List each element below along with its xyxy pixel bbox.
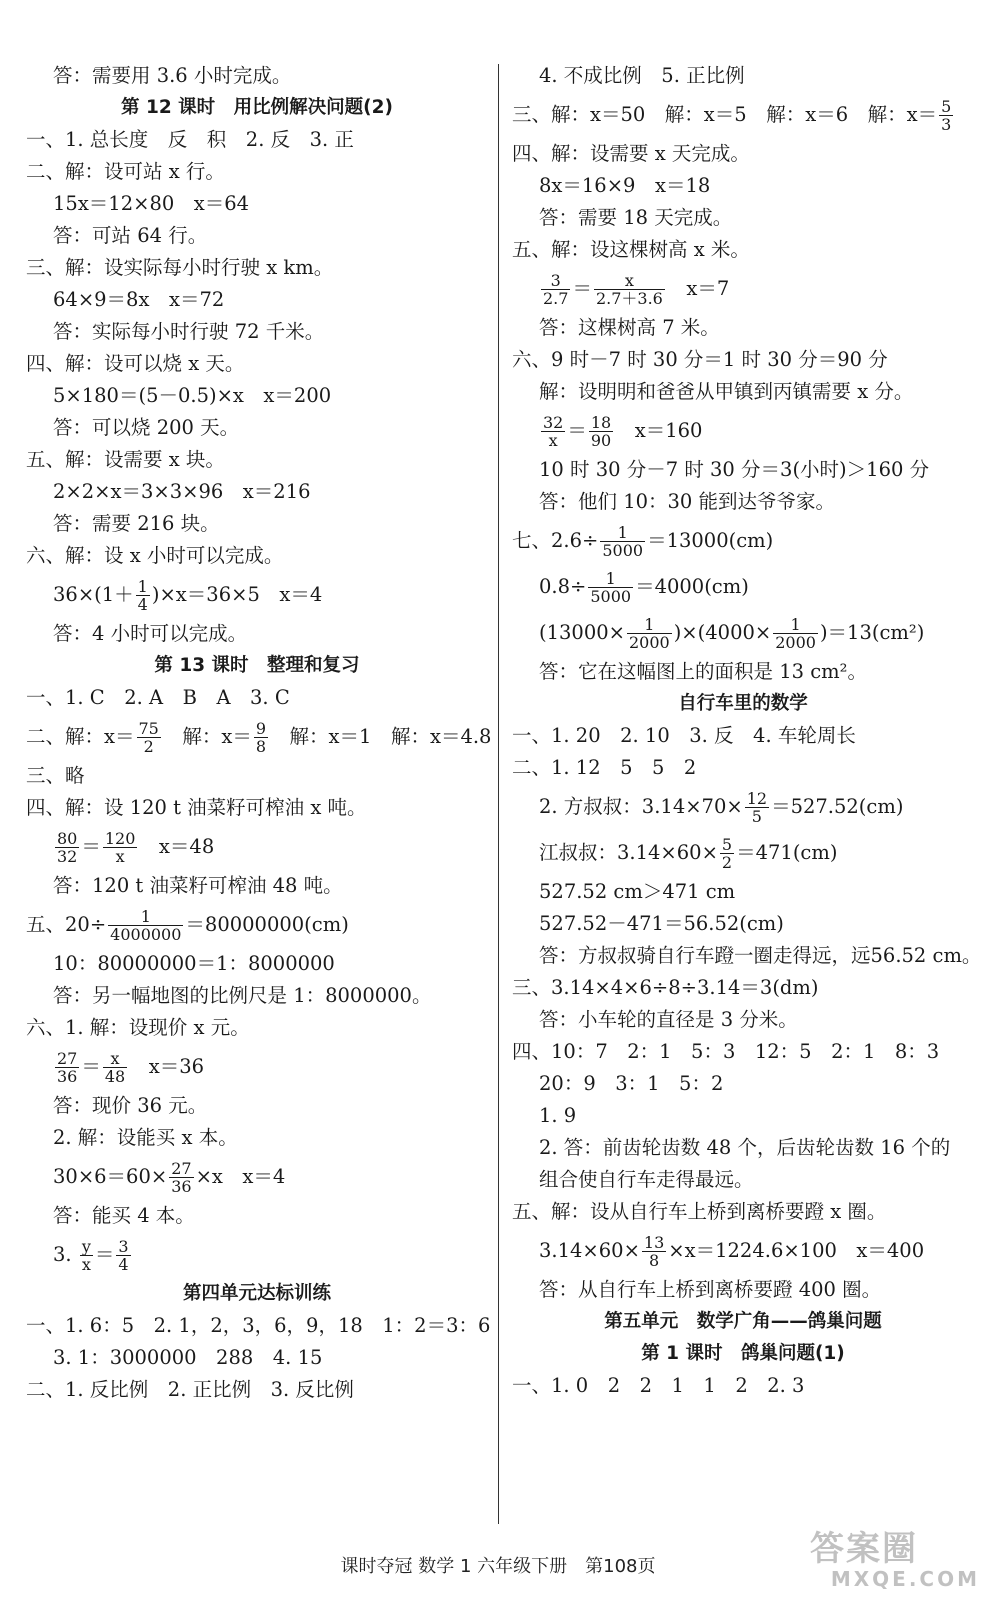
numerator: 1 <box>627 616 672 634</box>
text-run: ＝ <box>572 277 592 300</box>
answer-line: 527.52 cm＞471 cm <box>539 880 736 903</box>
answer-line <box>26 824 488 870</box>
fraction <box>541 272 570 307</box>
answer-line: 4. 不成比例 5. 正比例 <box>539 64 745 87</box>
answer-line: 五、解：设从自行车上桥到离桥要蹬 x 圈。 <box>512 1200 887 1223</box>
answer-line <box>26 1232 488 1278</box>
answer-line <box>512 784 974 830</box>
answer-line: 答：可以烧 200 天。 <box>53 416 240 439</box>
denominator: 4000000 <box>110 925 182 944</box>
section-heading: 第五单元 数学广角——鸽巢问题 <box>604 1311 882 1332</box>
denominator: x <box>115 847 125 866</box>
answer-line: 答：需要 18 天完成。 <box>539 206 733 229</box>
denominator: 3 <box>941 115 952 134</box>
denominator: 4 <box>118 1255 129 1274</box>
section-heading: 第 13 课时 整理和复习 <box>154 655 360 676</box>
denominator: 2 <box>721 853 733 872</box>
text-run: x＝36 <box>129 1055 205 1078</box>
answer-line: 15x＝12×80 x＝64 <box>53 192 250 215</box>
answer-line: 2. 解：设能买 x 本。 <box>53 1126 238 1149</box>
text-run: ＝4000(cm) <box>635 575 749 598</box>
denominator: 5000 <box>590 587 632 606</box>
numerator: 1 <box>600 524 645 542</box>
answer-line: 答：它在这幅图上的面积是 13 cm²。 <box>539 660 867 683</box>
answer-line <box>512 408 974 454</box>
answer-line: 10：80000000＝1：8000000 <box>53 952 335 975</box>
numerator: 80 <box>57 829 78 848</box>
section-heading: 自行车里的数学 <box>678 693 808 714</box>
fraction <box>80 1238 93 1273</box>
answer-line <box>512 610 974 656</box>
answer-line: 2. 答：前齿轮齿数 48 个，后齿轮齿数 16 个的 <box>539 1136 951 1159</box>
fraction <box>55 1050 79 1085</box>
numerator: x <box>594 272 665 290</box>
answer-line: 答：4 小时可以完成。 <box>53 622 248 645</box>
text-run: 五、20÷ <box>26 913 107 936</box>
text-run: ＝471(cm) <box>736 841 838 864</box>
denominator: x <box>81 1255 91 1274</box>
section-heading: 第 1 课时 鸽巢问题(1) <box>641 1343 845 1364</box>
answer-line: 答：他们 10：30 能到达爷爷家。 <box>539 490 836 513</box>
answer-line <box>26 902 488 948</box>
answer-line: 一、1. C 2. A B A 3. C <box>26 686 290 709</box>
answer-line: 10 时 30 分－7 时 30 分＝3(小时)＞160 分 <box>539 458 930 481</box>
answer-line: 三、解：设实际每小时行驶 x km。 <box>26 256 334 279</box>
fraction <box>589 414 613 449</box>
numerator: 1 <box>588 570 633 588</box>
text-run: ＝ <box>94 1243 115 1266</box>
text-run: x＝160 <box>615 419 703 442</box>
text-run: )×(4000× <box>673 621 772 644</box>
page-footer: 课时夺冠 数学 1 六年级下册 第108页 <box>340 1556 656 1577</box>
fraction <box>627 616 672 651</box>
denominator: 2000 <box>775 633 816 652</box>
answer-line: 5×180＝(5－0.5)×x x＝200 <box>53 384 332 407</box>
text-run: ×x＝1224.6×100 x＝400 <box>668 1239 925 1262</box>
text-run: ＝13000(cm) <box>647 529 774 552</box>
denominator: 36 <box>57 1067 78 1086</box>
numerator: 5 <box>721 835 733 854</box>
fraction <box>588 570 633 605</box>
text-run: 3. <box>53 1243 78 1266</box>
text-run: x＝48 <box>139 835 215 858</box>
section-heading: 第四单元达标训练 <box>182 1283 331 1304</box>
fraction <box>103 830 138 865</box>
denominator: 32 <box>57 847 78 866</box>
answer-line: 五、解：设需要 x 块。 <box>26 448 225 471</box>
answer-line <box>512 518 974 564</box>
answer-line: 六、解：设 x 小时可以完成。 <box>26 544 284 567</box>
section-heading: 第 12 课时 用比例解决问题(2) <box>121 97 393 118</box>
answer-line: 一、1. 总长度 反 积 2. 反 3. 正 <box>26 128 354 151</box>
numerator: 9 <box>255 719 267 738</box>
numerator: 1 <box>137 577 148 596</box>
fraction <box>594 272 665 307</box>
denominator: 48 <box>104 1067 126 1086</box>
watermark-logo <box>810 1530 980 1592</box>
denominator: 2.7 <box>543 289 569 308</box>
text-run: 36×(1＋ <box>53 583 134 606</box>
right-column <box>512 60 982 1402</box>
watermark-text: 答案圈 <box>810 1529 918 1569</box>
denominator: 5000 <box>602 541 644 560</box>
numerator: 3 <box>118 1237 129 1256</box>
answer-line: 一、1. 20 2. 10 3. 反 4. 车轮周长 <box>512 724 856 747</box>
left-column <box>26 60 492 1406</box>
text-run: )×x＝36×5 x＝4 <box>151 583 323 606</box>
answer-line: 三、略 <box>26 764 85 787</box>
answer-line <box>512 564 974 610</box>
text-run: ×x x＝4 <box>195 1165 286 1188</box>
text-run: ＝527.52(cm) <box>771 795 904 818</box>
answer-line: 3. 1：3000000 288 4. 15 <box>53 1346 323 1369</box>
answer-line: 答：小车轮的直径是 3 分米。 <box>539 1008 798 1031</box>
fraction <box>939 98 953 133</box>
answer-line <box>26 572 488 618</box>
numerator: y <box>81 1237 91 1256</box>
text-run: )＝13(cm²) <box>819 621 925 644</box>
numerator: 32 <box>543 413 564 432</box>
answer-line: 四、10：7 2：1 5：3 12：5 2：1 8：3 <box>512 1040 940 1063</box>
answer-line: 20：9 3：1 5：2 <box>539 1072 724 1095</box>
denominator: x <box>548 431 558 450</box>
numerator: 5 <box>941 97 952 116</box>
denominator: 5 <box>751 807 762 826</box>
fraction <box>55 830 79 865</box>
denominator: 36 <box>171 1177 192 1196</box>
answer-line: 四、解：设需要 x 天完成。 <box>512 142 750 165</box>
answer-line: 五、解：设这棵树高 x 米。 <box>512 238 750 261</box>
numerator: 3 <box>541 272 570 290</box>
fraction <box>642 1234 666 1269</box>
fraction <box>720 836 734 871</box>
fraction <box>103 1050 127 1085</box>
answer-line: 四、解：设 120 t 油菜籽可榨油 x 吨。 <box>26 796 367 819</box>
denominator: 4 <box>137 595 148 614</box>
numerator: 18 <box>590 413 612 432</box>
fraction <box>116 1238 130 1273</box>
text-run: 七、2.6÷ <box>512 529 599 552</box>
answer-line <box>512 830 974 876</box>
answer-line <box>26 1154 488 1200</box>
fraction <box>745 790 769 825</box>
answer-line: 64×9＝8x x＝72 <box>53 288 225 311</box>
fraction <box>136 578 150 613</box>
fraction <box>108 908 183 943</box>
fraction <box>137 720 161 755</box>
fraction <box>541 414 565 449</box>
answer-line: 二、1. 反比例 2. 正比例 3. 反比例 <box>26 1378 354 1401</box>
fraction <box>169 1160 193 1195</box>
text-run: 解：x＝1 解：x＝4.8 <box>270 725 492 748</box>
text-run: ＝ <box>81 835 101 858</box>
text-run: 解：x＝ <box>162 725 252 748</box>
text-run: ＝80000000(cm) <box>185 913 349 936</box>
fraction <box>600 524 645 559</box>
text-run: 三、解：x＝50 解：x＝5 解：x＝6 解：x＝ <box>512 103 938 126</box>
answer-line: 答：120 t 油菜籽可榨油 48 吨。 <box>53 874 343 897</box>
numerator: 75 <box>138 719 159 738</box>
answer-line: 四、解：设可以烧 x 天。 <box>26 352 245 375</box>
denominator: 2000 <box>628 633 670 652</box>
text-run: 30×6＝60× <box>53 1165 168 1188</box>
answer-line: 解：设明明和爸爸从甲镇到丙镇需要 x 分。 <box>539 380 914 403</box>
denominator: 2 <box>143 737 154 756</box>
text-run: ＝ <box>81 1055 101 1078</box>
denominator: 2.7＋3.6 <box>595 289 663 308</box>
numerator: 27 <box>171 1159 192 1178</box>
text-run: 0.8÷ <box>539 575 587 598</box>
answer-line: 1. 9 <box>539 1104 577 1127</box>
text-run: 2. 方叔叔：3.14×70× <box>539 795 743 818</box>
answer-line <box>26 714 492 760</box>
answer-line: 答：需要用 3.6 小时完成。 <box>53 64 292 87</box>
answer-line <box>26 1044 488 1090</box>
answer-line: 527.52－471＝56.52(cm) <box>539 912 784 935</box>
answer-line: 答：从自行车上桥到离桥要蹬 400 圈。 <box>539 1278 882 1301</box>
answer-line: 一、1. 0 2 2 1 1 2 2. 3 <box>512 1374 805 1397</box>
answer-line: 二、解：设可站 x 行。 <box>26 160 225 183</box>
column-divider <box>498 64 499 1524</box>
text-run: x＝7 <box>666 277 730 300</box>
answer-line <box>512 92 974 138</box>
numerator: 27 <box>57 1049 78 1068</box>
numerator: 12 <box>746 789 768 808</box>
answer-line: 答：实际每小时行驶 72 千米。 <box>53 320 325 343</box>
watermark-url: MXQE.COM <box>830 1567 980 1591</box>
numerator: x <box>103 1050 127 1068</box>
numerator: 1 <box>108 908 183 926</box>
text-run: ＝ <box>567 419 587 442</box>
denominator: 90 <box>590 431 612 450</box>
text-run: 二、解：x＝ <box>26 725 135 748</box>
answer-line: 组合使自行车走得最远。 <box>539 1168 754 1191</box>
answer-line: 答：方叔叔骑自行车蹬一圈走得远，远56.52 cm。 <box>539 944 982 967</box>
text-run: (13000× <box>539 621 625 644</box>
answer-line: 一、1. 6：5 2. 1，2，3，6，9，18 1：2＝3：6 <box>26 1314 491 1337</box>
answer-line: 答：另一幅地图的比例尺是 1：8000000。 <box>53 984 432 1007</box>
answer-line: 六、1. 解：设现价 x 元。 <box>26 1016 250 1039</box>
numerator: 13 <box>643 1233 665 1252</box>
numerator: 1 <box>773 616 818 634</box>
text-run: 江叔叔：3.14×60× <box>539 841 718 864</box>
answer-line <box>512 266 974 312</box>
answer-line <box>512 1228 974 1274</box>
denominator: 8 <box>255 737 267 756</box>
answer-line: 答：现价 36 元。 <box>53 1094 208 1117</box>
numerator: 120 <box>104 829 136 848</box>
text-run: 3.14×60× <box>539 1239 640 1262</box>
answer-line: 8x＝16×9 x＝18 <box>539 174 711 197</box>
answer-line: 答：需要 216 块。 <box>53 512 220 535</box>
fraction <box>773 616 818 651</box>
answer-line: 2×2×x＝3×3×96 x＝216 <box>53 480 311 503</box>
answer-line: 六、9 时－7 时 30 分＝1 时 30 分＝90 分 <box>512 348 888 371</box>
answer-line: 答：可站 64 行。 <box>53 224 208 247</box>
answer-line: 答：能买 4 本。 <box>53 1204 195 1227</box>
answer-line: 二、1. 12 5 5 2 <box>512 756 697 779</box>
denominator: 8 <box>649 1251 660 1270</box>
fraction <box>254 720 268 755</box>
answer-line: 三、3.14×4×6÷8÷3.14＝3(dm) <box>512 976 819 999</box>
answer-line: 答：这棵树高 7 米。 <box>539 316 720 339</box>
